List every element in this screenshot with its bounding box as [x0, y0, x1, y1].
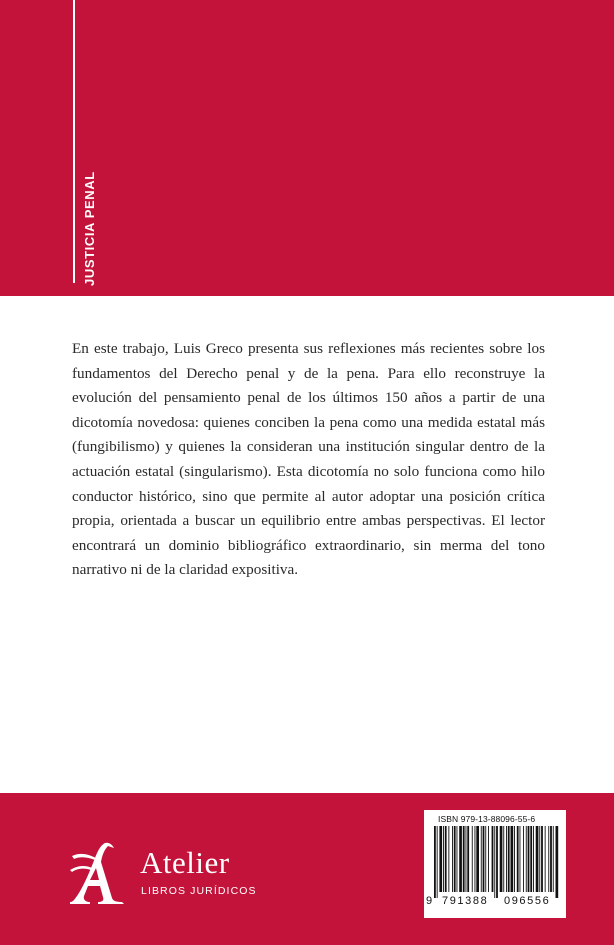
isbn-label: ISBN 979-13-88096-55-6 — [438, 814, 536, 824]
barcode-bar — [526, 826, 527, 892]
publisher-logo — [68, 840, 257, 910]
series-title: JUSTICIA PENAL — [82, 171, 97, 286]
barcode-bar — [533, 826, 534, 892]
barcode-bar — [454, 826, 456, 892]
barcode-bar — [437, 826, 438, 898]
barcode-bar — [439, 826, 442, 892]
barcode-bar — [481, 826, 482, 892]
back-cover-blurb: En este trabajo, Luis Greco presenta sus reflexiones más recientes sobre los fundamentos del Derecho penal y de la pena. Para ello reconstruye la evolución del pensamiento penal de los últimos 150 años a partir de una dicotomía novedosa: quienes conciben la pena como una medida estatal más (fungibilismo) y quienes la consideran una institución singular dentro de la actuación estatal (singularismo). Esta dicotomía no solo funciona como hilo conductor histórico, sino que permite al autor adoptar una posición crítica propia, orientada a buscar un equilibrio entre ambas perspectivas. El lector encontrará un dominio bibliográfico extraordinario, sin merma del tono narrativo ni de la claridad expositiva. — [72, 340, 545, 579]
barcode-bar — [466, 826, 467, 892]
barcode-bar — [467, 826, 469, 892]
barcode-bar — [494, 826, 495, 898]
isbn-barcode — [424, 810, 566, 918]
barcode-bar — [472, 826, 473, 892]
barcode-bar — [475, 826, 476, 892]
barcode-bar — [506, 826, 507, 892]
barcode-bar — [459, 826, 462, 892]
barcode-bar — [500, 826, 503, 892]
barcode-bar — [483, 826, 485, 892]
atelier-a-icon — [68, 840, 128, 904]
barcode-bar — [556, 826, 559, 898]
barcode-bar — [528, 826, 530, 892]
barcode-bar — [548, 826, 549, 892]
barcode-bar — [536, 826, 539, 892]
barcode-left-digits: 791388 — [442, 895, 489, 907]
barcode-bar — [492, 826, 494, 892]
barcode-bar — [523, 826, 524, 892]
barcode-bar — [503, 826, 504, 892]
barcode-bar — [508, 826, 510, 892]
barcode-first-digit: 9 — [426, 895, 433, 907]
barcode-bar — [448, 826, 449, 892]
barcode-bar — [457, 826, 458, 892]
barcode-bar — [476, 826, 479, 892]
barcode-bar — [434, 826, 436, 898]
barcode-bar — [488, 826, 489, 892]
barcode-bar — [485, 826, 486, 892]
vertical-rule — [73, 0, 75, 283]
barcode-right-digits: 096556 — [504, 895, 551, 907]
barcode-bar — [517, 826, 519, 892]
barcode-bar — [550, 826, 552, 892]
barcode-bar — [514, 826, 515, 892]
barcode-bar — [496, 826, 498, 898]
barcode-bar — [553, 826, 554, 892]
publisher-name: Atelier — [140, 845, 230, 880]
publisher-subtitle: LIBROS JURÍDICOS — [141, 885, 257, 897]
barcode-bar — [463, 826, 465, 892]
barcode-bar — [511, 826, 514, 892]
barcode-bar — [541, 826, 543, 892]
barcode-bar — [520, 826, 521, 892]
barcode-bars — [432, 826, 562, 900]
barcode-bar — [539, 826, 540, 892]
barcode-bar — [445, 826, 447, 892]
barcode-bar — [452, 826, 453, 892]
top-color-band — [0, 0, 614, 296]
barcode-bar — [530, 826, 532, 892]
barcode-bar — [545, 826, 546, 892]
barcode-bar — [443, 826, 444, 892]
